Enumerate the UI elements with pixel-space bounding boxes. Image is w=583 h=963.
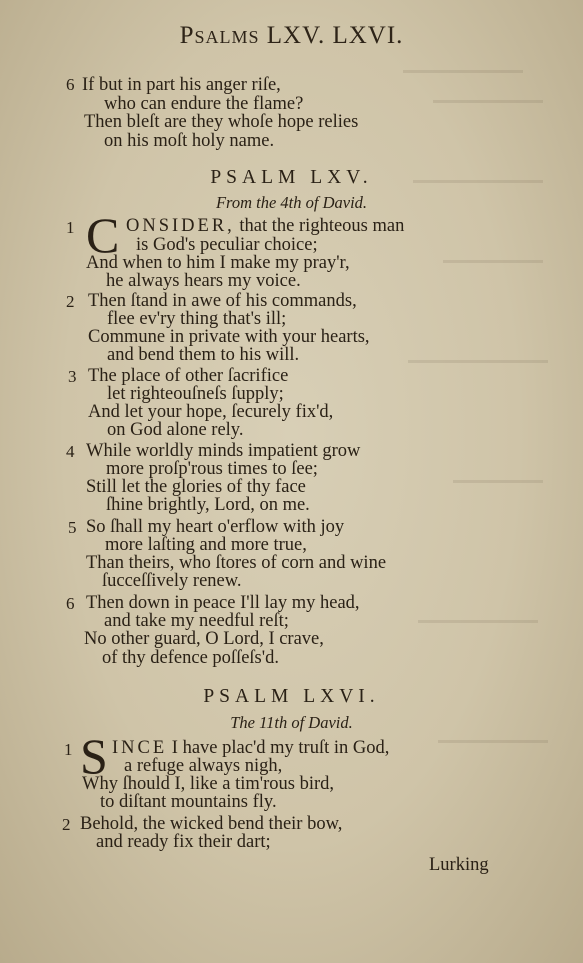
verse-line: Commune in private with your hearts, xyxy=(88,327,370,347)
verse-line: and bend them to his will. xyxy=(107,345,300,365)
verse-line: Why ſhould I, like a tim'rous bird, xyxy=(82,774,335,794)
verse-line: and take my needful reſt; xyxy=(104,611,289,631)
header-title-numbers: LXV. LXVI. xyxy=(266,22,404,49)
verse-line: to diſtant mountains fly. xyxy=(100,792,277,812)
stanza-number: 4 xyxy=(66,442,75,461)
verse-line: more laſting and more true, xyxy=(105,535,307,555)
verse-line: on God alone rely. xyxy=(107,420,244,440)
drop-cap: C xyxy=(86,207,120,263)
stanza-number: 2 xyxy=(66,292,75,311)
stanza-number: 3 xyxy=(68,367,77,386)
verse-line: that the righteous man xyxy=(234,216,405,236)
verse-line: I have plac'd my truſt in God, xyxy=(167,738,390,758)
verse-line: and ready fix their dart; xyxy=(96,832,271,852)
stanza-number: 6 xyxy=(66,594,75,613)
stanza-number: 2 xyxy=(62,815,71,834)
verse-line: let righteouſneſs ſupply; xyxy=(107,384,284,404)
verse-line: on his moſt holy name. xyxy=(104,131,275,151)
stanza-number: 1 xyxy=(64,740,73,759)
verse-line: he always hears my voice. xyxy=(106,271,301,291)
verse-line: The place of other ſacrifice xyxy=(88,366,289,386)
verse-line-first xyxy=(112,738,389,758)
drop-cap: S xyxy=(80,728,108,784)
verse-line: ſhine brightly, Lord, on me. xyxy=(106,495,310,515)
verse-line: of thy defence poſſeſs'd. xyxy=(102,648,279,668)
verse-line: more proſp'rous times to ſee; xyxy=(106,459,318,479)
verse-line: And when to him I make my pray'r, xyxy=(86,253,350,273)
verse-line: Still let the glories of thy face xyxy=(86,477,306,497)
stanza-number: 1 xyxy=(66,218,75,237)
psalm-subtitle: The 11th of David. xyxy=(230,713,353,732)
running-header xyxy=(0,22,583,50)
header-title-prefix: Psalms xyxy=(179,22,260,49)
verse-line: flee ev'ry thing that's ill; xyxy=(107,309,287,329)
verse-caps: INCE xyxy=(112,738,168,758)
verse-line: And let your hope, ſecurely fix'd, xyxy=(88,402,334,422)
verse-line: Behold, the wicked bend their bow, xyxy=(80,814,343,834)
verse-line: ſucceſſively renew. xyxy=(102,571,242,591)
psalm-subtitle: From the 4th of David. xyxy=(215,193,368,212)
psalm-title: PSALM LXVI. xyxy=(203,686,380,707)
verse-line: Than theirs, who ſtores of corn and wine xyxy=(86,553,387,573)
stanza-number: 5 xyxy=(68,518,77,537)
verse-line: If but in part his anger riſe, xyxy=(82,75,281,95)
verse-line: Then ſtand in awe of his commands, xyxy=(88,291,357,311)
verse-line: a refuge always nigh, xyxy=(124,756,283,776)
verse-line: Then down in peace I'll lay my head, xyxy=(86,593,360,613)
verse-line: Then bleſt are they whoſe hope relies xyxy=(84,112,359,132)
verse-line: No other guard, O Lord, I crave, xyxy=(84,629,324,649)
verse-line: is God's peculiar choice; xyxy=(136,235,318,255)
verse-line: So ſhall my heart o'erflow with joy xyxy=(86,517,345,537)
verse-line: who can endure the flame? xyxy=(104,94,304,114)
catchword: Lurking xyxy=(429,855,489,875)
verse-line: While worldly minds impatient grow xyxy=(86,441,361,461)
verse-caps: ONSIDER, xyxy=(126,216,235,236)
stanza-number: 6 xyxy=(66,75,75,94)
verse-line-first xyxy=(126,216,404,236)
psalm-title: PSALM LXV. xyxy=(210,167,373,188)
